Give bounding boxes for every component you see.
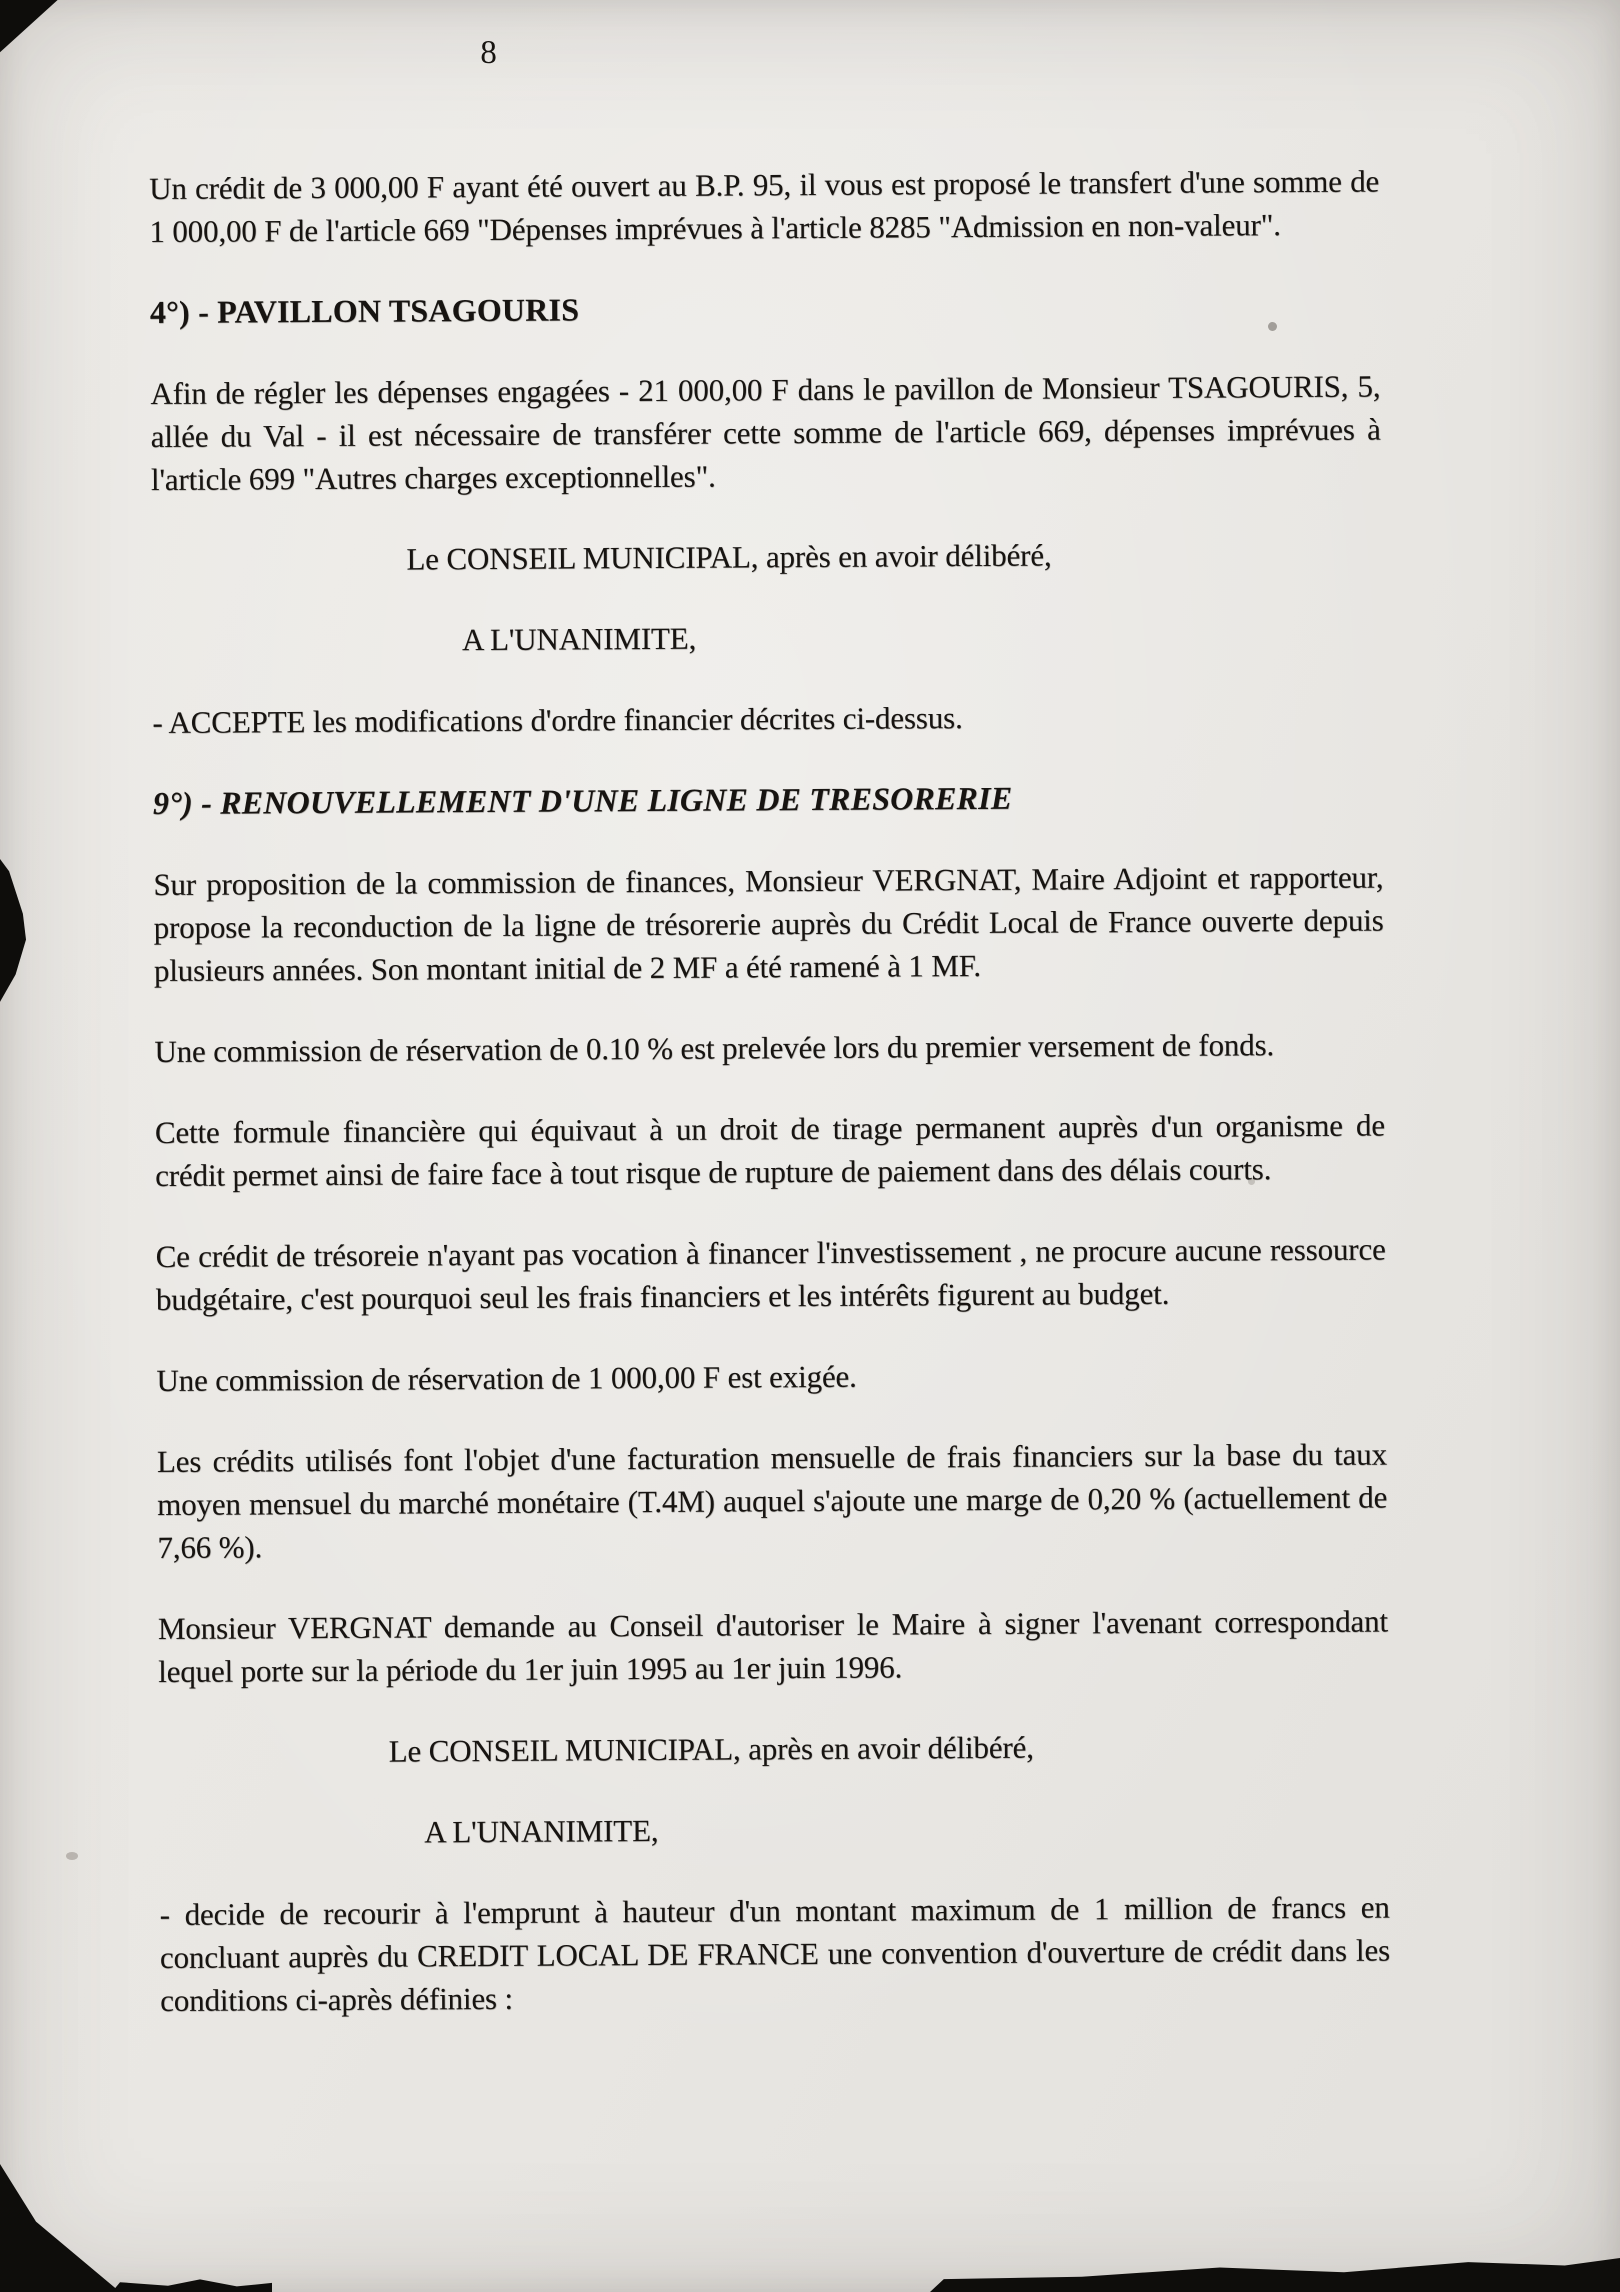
- scan-artifact-bottom-strip: [112, 2278, 272, 2292]
- scan-artifact-bottom-right-strip: [930, 2258, 1620, 2292]
- scan-artifact-bottom-left-corner: [0, 2164, 120, 2292]
- deliberation-line-conseil-municipal-1: Le CONSEIL MUNICIPAL, après en avoir délibéré,: [406, 537, 1052, 577]
- paragraph-pavillon-depenses: Afin de régler les dépenses engagées - 21 000,00 F dans le pavillon de Monsieur TSAGOURIS, 5, allée du Val - il est nécessaire de transférer cette somme de l'article 669, dépenses imprévues à l'article 699 "Autres charges exceptionnelles".: [150, 368, 1381, 498]
- paragraph-credits-utilises: Les crédits utilisés font l'objet d'une facturation mensuelle de frais financiers sur la base du taux moyen mensuel du marché monétaire (T.4M) auquel s'ajoute une marge de 0,20 % (actuellement de 7,66 %).: [156, 1436, 1388, 1566]
- scan-speck: [1248, 1178, 1255, 1185]
- paragraph-proposition-vergnat: Sur proposition de la commission de finances, Monsieur VERGNAT, Maire Adjoint et rapporteur, propose la reconduction de la ligne de trésorerie auprès du Crédit Local de France ouverte depuis plusieurs années. Son montant initial de 2 MF a été ramené à 1 MF.: [153, 859, 1384, 989]
- deliberation-line-conseil-municipal-2: Le CONSEIL MUNICIPAL, après en avoir délibéré,: [388, 1729, 1034, 1769]
- page-number: 8: [480, 34, 497, 72]
- paragraph-credit-transfer: Un crédit de 3 000,00 F ayant été ouvert au B.P. 95, il vous est proposé le transfert d'une somme de 1 000,00 F de l'article 669 "Dépenses imprévues à l'article 8285 "Admission en non-valeur".: [149, 163, 1380, 250]
- paragraph-vergnat-avenant: Monsieur VERGNAT demande au Conseil d'autoriser le Maire à signer l'avenant correspondant lequel porte sur la période du 1er juin 1995 au 1er juin 1996.: [157, 1603, 1389, 1690]
- paragraph-commission-reservation-010: Une commission de réservation de 0.10 % est prelevée lors du premier versement de fonds.: [154, 1027, 1275, 1070]
- scan-speck: [66, 1852, 78, 1860]
- deliberation-line-unanimite-1: A L'UNANIMITE,: [461, 620, 697, 658]
- paragraph-credit-tresorerie: Ce crédit de trésoreie n'ayant pas vocation à financer l'investissement , ne procure aucune ressource budgétaire, c'est pourquoi seul les frais financiers et les intérêts figurent au budget.: [155, 1231, 1386, 1318]
- deliberation-line-unanimite-2: A L'UNANIMITE,: [424, 1812, 659, 1850]
- decision-recourir-emprunt: - decide de recourir à l'emprunt à hauteur d'un montant maximum de 1 million de francs en concluant auprès du CREDIT LOCAL DE FRANCE une convention d'ouverture de crédit dans les conditions ci-après définies :: [159, 1889, 1391, 2019]
- paragraph-commission-exigee: Une commission de réservation de 1 000,00 F est exigée.: [156, 1358, 857, 1399]
- decision-accepte: - ACCEPTE les modifications d'ordre financier décrites ci-dessus.: [152, 700, 963, 741]
- scan-speck: [1268, 322, 1277, 331]
- paragraph-formule-financiere: Cette formule financière qui équivaut à un droit de tirage permanent auprès d'un organisme de crédit permet ainsi de faire face à tout risque de rupture de paiement dans des délais courts.: [154, 1107, 1385, 1194]
- section-heading-renouvellement-tresorerie: 9°) - RENOUVELLEMENT D'UNE LIGNE DE TRESORERIE: [152, 779, 1013, 822]
- section-heading-pavillon-tsagouris: 4°) - PAVILLON TSAGOURIS: [149, 291, 580, 331]
